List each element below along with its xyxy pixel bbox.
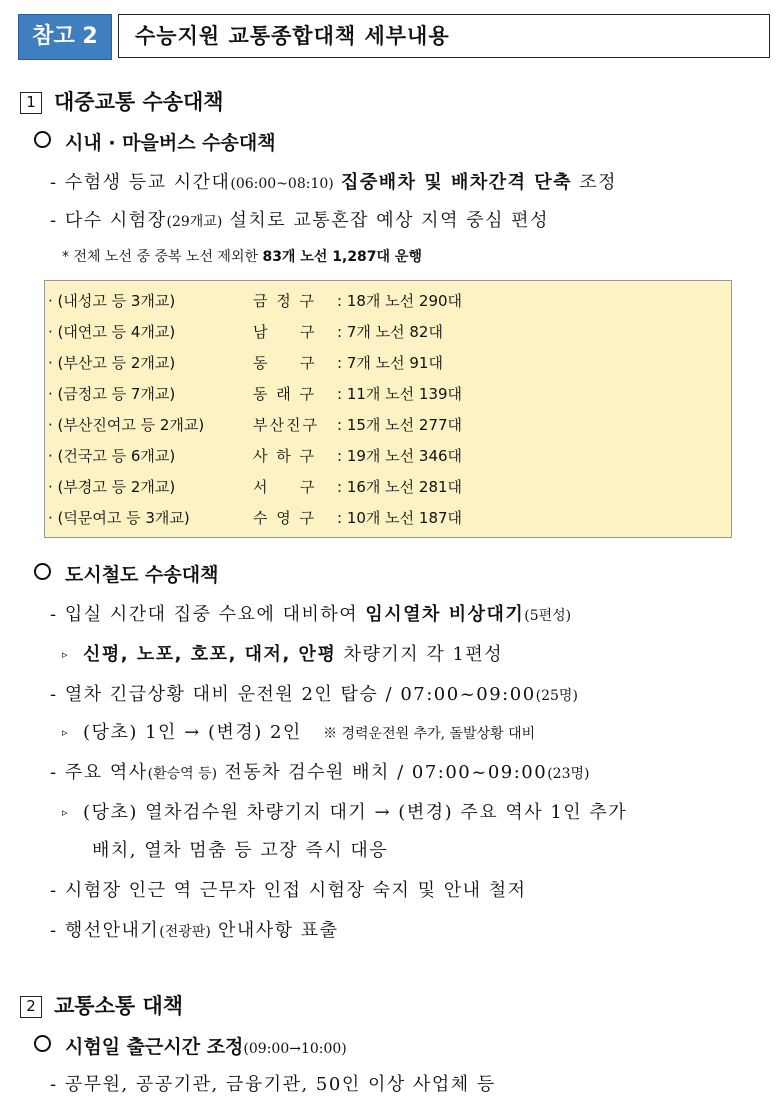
route-count: : 16개 노선 281대 — [337, 478, 463, 496]
bus-note-text: 전체 노선 중 중복 노선 제외한 — [73, 249, 258, 265]
bus-item-1-post: 조정 — [579, 172, 618, 193]
rail-item-4-note: ※ 경력운전원 추가, 돌발상황 대비 — [323, 726, 536, 742]
circle-bullet-icon — [34, 1035, 51, 1052]
reference-badge: 참고 2 — [18, 14, 112, 60]
section-1-title: 대중교통 수송대책 — [54, 90, 224, 114]
route-row — [48, 290, 462, 311]
route-row — [48, 445, 462, 466]
bus-item-1-time: (06:00~08:10) — [230, 176, 334, 192]
triangle-bullet-icon: ▹ — [62, 648, 70, 661]
route-school: · (건국고 등 6개교) — [48, 447, 176, 465]
rail-item-3-text: 열차 긴급상황 대비 운전원 2인 탑승 / 07:00~09:00 — [64, 684, 536, 705]
route-district: 서 구 — [253, 478, 317, 496]
rail-item-7-text: 시험장 인근 역 근무자 인접 시험장 숙지 및 안내 철저 — [64, 880, 527, 901]
rail-item-2-bold: 신평, 노포, 호포, 대저, 안평 — [83, 644, 337, 665]
commute-subsection-heading — [34, 1032, 347, 1059]
commute-subsection-time: (09:00→10:00) — [243, 1041, 347, 1057]
route-school: · (대연고 등 4개교) — [48, 323, 176, 341]
rail-item-6-continuation — [92, 836, 388, 862]
bus-item-1-text: 수험생 등교 시간대 — [64, 172, 231, 193]
rail-item-1-text: 입실 시간대 집중 수요에 대비하여 — [64, 604, 359, 625]
route-school: · (금정고 등 7개교) — [48, 385, 176, 403]
dash: - — [50, 684, 58, 705]
route-count: : 19개 노선 346대 — [337, 447, 463, 465]
commute-item-1-text: 공무원, 공공기관, 금융기관, 50인 이상 사업체 등 — [64, 1074, 496, 1095]
rail-item-2-post: 차량기지 각 1편성 — [343, 644, 504, 665]
commute-subsection-title: 시험일 출근시간 조정 — [65, 1036, 244, 1058]
dash: - — [50, 762, 58, 783]
route-summary-box — [44, 280, 732, 538]
rail-item-5 — [50, 758, 589, 784]
rail-item-1 — [50, 600, 571, 626]
rail-item-6-cont-text: 배치, 열차 멈춤 등 고장 즉시 대응 — [92, 840, 389, 861]
rail-item-8 — [50, 916, 339, 942]
rail-item-4-text: (당초) 1인 → (변경) 2인 — [83, 722, 302, 743]
route-school: · (부산고 등 2개교) — [48, 354, 176, 372]
rail-item-6 — [62, 798, 627, 824]
section-1-number: 1 — [20, 92, 42, 114]
bus-subsection-heading — [34, 128, 276, 155]
bus-item-2 — [50, 206, 549, 232]
bus-subsection-title: 시내 · 마을버스 수송대책 — [65, 132, 276, 154]
dash: - — [50, 880, 58, 901]
commute-item-1 — [50, 1070, 496, 1096]
bus-note-bold: 83개 노선 1,287대 운행 — [262, 249, 422, 265]
rail-item-8-small: (전광판) — [159, 924, 211, 940]
section-2-title: 교통소통 대책 — [54, 994, 184, 1018]
bus-item-2-text: 다수 시험장 — [64, 210, 167, 231]
route-row — [48, 383, 462, 404]
rail-item-6-text: (당초) 열차검수원 차량기지 대기 → (변경) 주요 역사 1인 추가 — [83, 802, 628, 823]
rail-subsection-heading — [34, 560, 218, 587]
section-1-heading — [20, 86, 224, 116]
rail-item-4 — [62, 718, 535, 744]
route-row — [48, 352, 443, 373]
circle-bullet-icon — [34, 563, 51, 580]
rail-item-5-small2: (23명) — [547, 766, 590, 782]
route-school: · (덕문여고 등 3개교) — [48, 509, 190, 527]
route-district: 남 구 — [253, 323, 317, 341]
note-star: * — [62, 249, 69, 265]
rail-item-8-post: 안내사항 표출 — [218, 920, 339, 941]
bus-item-2-count: (29개교) — [166, 214, 223, 230]
route-count: : 18개 노선 290대 — [337, 292, 463, 310]
bus-item-2-post: 설치로 교통혼잡 예상 지역 중심 편성 — [229, 210, 549, 231]
circle-bullet-icon — [34, 131, 51, 148]
rail-item-8-text: 행선안내기 — [64, 920, 160, 941]
bus-item-1 — [50, 168, 617, 194]
rail-item-1-small: (5편성) — [524, 608, 572, 624]
route-district: 부산진구 — [253, 416, 319, 434]
dash: - — [50, 920, 58, 941]
section-2-heading — [20, 990, 183, 1020]
route-row — [48, 414, 462, 435]
triangle-bullet-icon: ▹ — [62, 806, 70, 819]
triangle-bullet-icon: ▹ — [62, 726, 70, 739]
dash: - — [50, 604, 58, 625]
route-school: · (부경고 등 2개교) — [48, 478, 176, 496]
route-row — [48, 507, 462, 528]
route-district: 금 정 구 — [253, 292, 317, 310]
dash: - — [50, 210, 58, 231]
rail-item-5-text: 주요 역사 — [64, 762, 148, 783]
route-count: : 7개 노선 82대 — [337, 323, 443, 341]
route-school: · (내성고 등 3개교) — [48, 292, 176, 310]
rail-subsection-title: 도시철도 수송대책 — [65, 564, 219, 586]
route-count: : 10개 노선 187대 — [337, 509, 463, 527]
route-district: 수 영 구 — [253, 509, 317, 527]
route-row — [48, 476, 462, 497]
dash: - — [50, 172, 58, 193]
route-district: 동 구 — [253, 354, 317, 372]
bus-item-1-bold: 집중배차 및 배차간격 단축 — [340, 172, 573, 193]
dash: - — [50, 1074, 58, 1095]
rail-item-1-bold: 임시열차 비상대기 — [365, 604, 525, 625]
route-district: 사 하 구 — [253, 447, 317, 465]
rail-item-3 — [50, 680, 578, 706]
page-title: 수능지원 교통종합대책 세부내용 — [118, 14, 770, 58]
route-school: · (부산진여고 등 2개교) — [48, 416, 205, 434]
rail-item-5-post: 전동차 검수원 배치 / 07:00~09:00 — [224, 762, 548, 783]
route-count: : 11개 노선 139대 — [337, 385, 463, 403]
bus-note — [62, 246, 422, 266]
route-district: 동 래 구 — [253, 385, 317, 403]
rail-item-2 — [62, 640, 503, 666]
rail-item-7 — [50, 876, 526, 902]
rail-item-5-small: (환승역 등) — [147, 766, 218, 782]
route-count: : 15개 노선 277대 — [337, 416, 463, 434]
section-2-number: 2 — [20, 996, 42, 1018]
route-count: : 7개 노선 91대 — [337, 354, 443, 372]
route-row — [48, 321, 443, 342]
rail-item-3-small: (25명) — [535, 688, 578, 704]
